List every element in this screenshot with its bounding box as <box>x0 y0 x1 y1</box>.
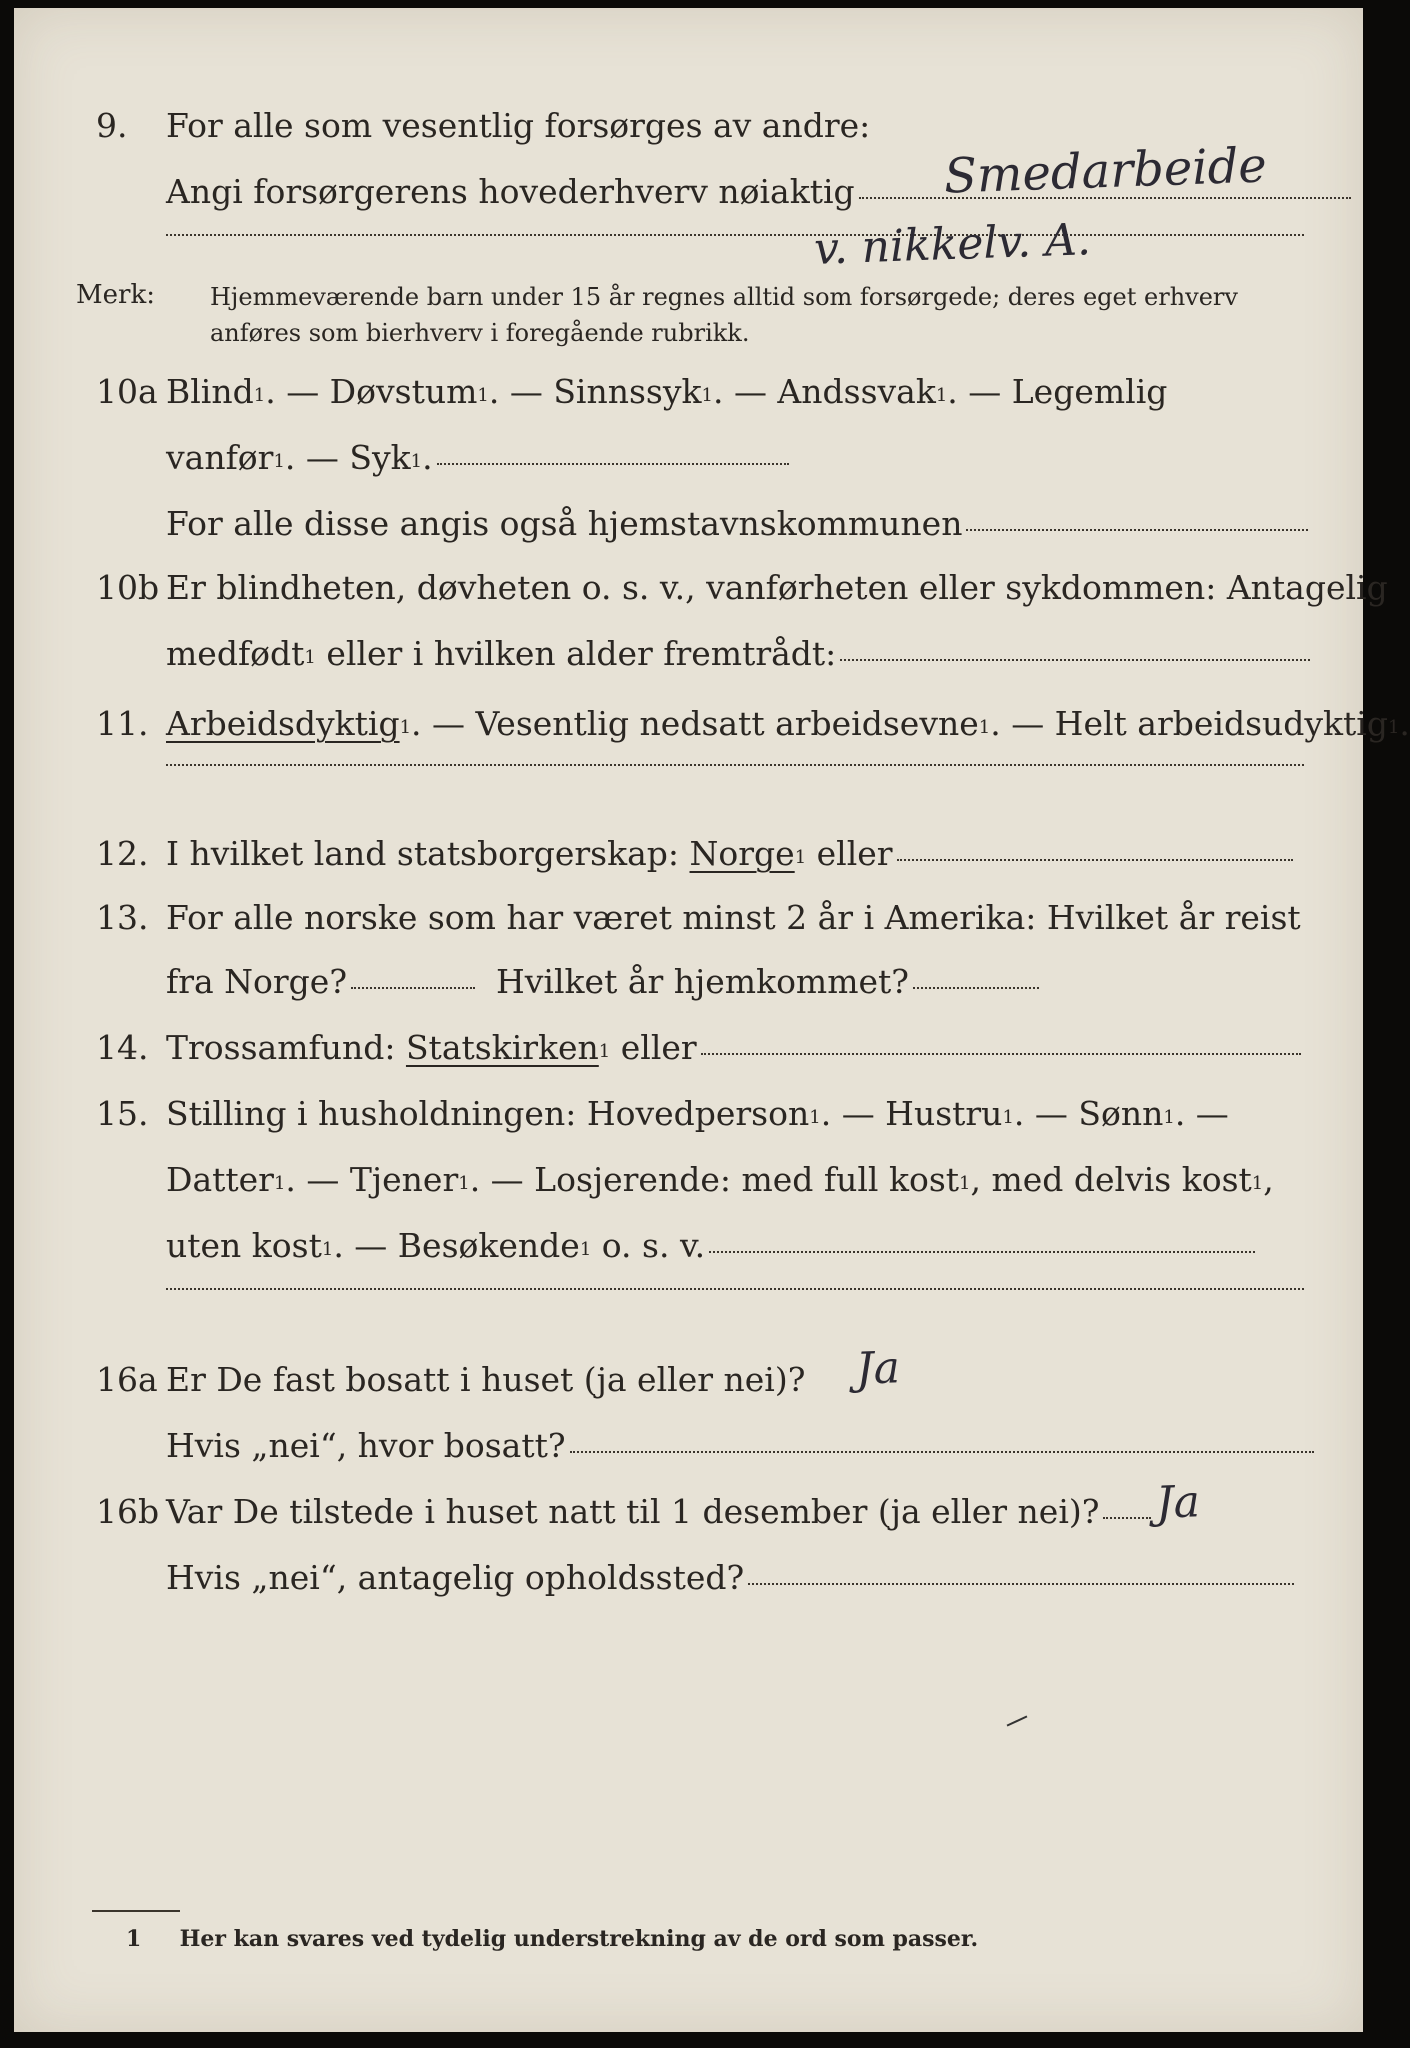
q16a-handwritten-answer: Ja <box>855 1342 901 1395</box>
q9-number: 9. <box>96 106 128 145</box>
q14-number: 14. <box>96 1028 149 1067</box>
answer-line <box>709 1251 1255 1253</box>
answer-line <box>166 234 1304 236</box>
q13-text2a: fra Norge? <box>166 962 348 1001</box>
opt-blind: Blind <box>166 372 254 411</box>
q16a-text1: Er De fast bosatt i huset (ja eller nei)? <box>166 1360 806 1399</box>
footnote-text: Her kan svares ved tydelig understrekning av de ord som passer. <box>179 1926 979 1952</box>
opt-andssvak: — Andssvak <box>733 372 936 411</box>
comma: , <box>1263 1160 1274 1199</box>
footnote-mark: 1 <box>126 1926 142 1952</box>
opt-full-kost: — Losjerende: med full kost <box>490 1160 960 1199</box>
q10a-number: 10a <box>96 372 158 411</box>
q11-number: 11. <box>96 704 149 743</box>
q12-text: I hvilket land statsborgerskap: <box>166 834 680 873</box>
q13-number: 13. <box>96 898 149 937</box>
opt-medfodt: medfødt <box>166 634 305 673</box>
opt-statskirken: Statskirken <box>405 1028 599 1067</box>
q10a-text3: For alle disse angis også hjemstavnskommunen <box>166 504 963 543</box>
answer-line <box>897 859 1293 861</box>
answer-line <box>913 987 1039 989</box>
opt-eller: eller <box>620 1028 697 1067</box>
merk-text2: anføres som bierhverv i foregående rubrikk. <box>210 319 750 347</box>
opt-arbeidsdyktig: Arbeidsdyktig <box>166 704 400 743</box>
q16b-handwritten-answer: Ja <box>1155 1476 1201 1529</box>
census-form-page: 9. For alle som vesentlig forsørges av andre: Angi forsørgerens hovederhverv nøiaktig Smedarbeide v. nikkelv. A. Merk: Hjemmeværende barn under 15 år regnes alltid som forsørgede; deres eget erhverv anføres som bierhverv i foregående rubrikk. 10a Blind $^1$ . — Døvstum $^1$ . — Sinnssyk $^1$ . — Andssvak $^1$ . — Legemlig vanfør $^1$ . — Syk $^1$ . For alle disse angis også hjemstavnskommunen 10b Er blindheten, døvheten o. s. v., vanførheten eller sykdommen: Antagelig medfødt $^1$ eller i hvilken alder fremtrådt: 11. Arbeidsdyktig $^1$ . — Vesentlig nedsatt arbeidsevne $^1$ . — Helt arbeidsudyktig $^1$ . 12. I hvilket land statsborgerskap: Norge $^1$ eller 13. For alle norske som har været minst 2 år i Amerika: Hvilket år reist fra Norge? Hvilket år hjemkommet? 14. Trossamfund: Statskirken $^1$ eller 15. Stilling i husholdningen: Hovedperson $^1$ . — Hustru $^1$ . — Sønn $^1$ . — Datter $^1$ . — Tjener $^1$ . — Losjerende: med full kost $^1$ , med delvis kost $^1$ , uten kost $^1$ . — Besøkende $^1$ o. s. v. 16a Er De fast bosatt i huset (ja eller nei)? Ja Hvis „nei“, hvor bosatt? 16b Var De tilstede i huset natt til 1 desember (ja eller nei)? Ja Hvis „nei“, antagelig opholdssted? 1 Her kan svares ved tydelig understrekning av de ord som passer. <box>14 8 1363 2032</box>
q16b-number: 16b <box>96 1492 160 1531</box>
opt-osv: o. s. v. <box>601 1226 706 1265</box>
q16b-text2: Hvis „nei“, antagelig opholdssted? <box>166 1558 745 1597</box>
answer-line <box>748 1583 1294 1585</box>
answer-line <box>1103 1517 1151 1519</box>
opt-vanfor: vanfør <box>166 438 274 477</box>
opt-tjener: — Tjener <box>306 1160 459 1199</box>
q16a-number: 16a <box>96 1360 158 1399</box>
q9-handwritten-answer2: v. nikkelv. A. <box>813 214 1092 275</box>
q10b-number: 10b <box>96 568 160 607</box>
q15-number: 15. <box>96 1094 149 1133</box>
q15-text1a: Stilling i husholdningen: Hovedperson <box>166 1094 810 1133</box>
pen-mark <box>1007 1715 1028 1726</box>
opt-syk: — Syk <box>305 438 411 477</box>
answer-line <box>166 1288 1304 1290</box>
opt-eller: eller <box>816 834 893 873</box>
q16a-text2: Hvis „nei“, hvor bosatt? <box>166 1426 566 1465</box>
dash: — <box>1195 1094 1229 1133</box>
opt-udyktig: — Helt arbeidsudyktig <box>1011 704 1388 743</box>
answer-line <box>166 764 1304 766</box>
opt-besokende: — Besøkende <box>354 1226 580 1265</box>
q9-handwritten-answer1: Smedarbeide <box>943 137 1268 205</box>
q10b-text1: Er blindheten, døvheten o. s. v., vanførheten eller sykdommen: Antagelig <box>166 568 1388 607</box>
merk-label: Merk: <box>76 280 155 310</box>
q10b-text2: eller i hvilken alder fremtrådt: <box>326 634 837 673</box>
footnote <box>126 1926 978 1952</box>
opt-uten-kost: uten kost <box>166 1226 322 1265</box>
answer-line <box>570 1451 1314 1453</box>
q9-text1: For alle som vesentlig forsørges av andre: <box>166 106 871 145</box>
opt-dovstum: — Døvstum <box>286 372 478 411</box>
opt-legemlig: — Legemlig <box>968 372 1168 411</box>
opt-norge: Norge <box>689 834 795 873</box>
answer-line <box>437 463 789 465</box>
q16b-text1: Var De tilstede i huset natt til 1 desember (ja eller nei)? <box>166 1492 1100 1531</box>
q13-text2b: Hvilket år hjemkommet? <box>496 962 909 1001</box>
answer-line <box>840 659 1310 661</box>
opt-hustru: — Hustru <box>841 1094 1003 1133</box>
opt-datter: Datter <box>166 1160 274 1199</box>
answer-line <box>351 987 475 989</box>
answer-line <box>701 1053 1301 1055</box>
opt-sonn: — Sønn <box>1034 1094 1164 1133</box>
opt-nedsatt: — Vesentlig nedsatt arbeidsevne <box>432 704 979 743</box>
footnote-rule <box>92 1910 180 1912</box>
q12-number: 12. <box>96 834 149 873</box>
opt-delvis-kost: , med delvis kost <box>970 1160 1252 1199</box>
merk-text1: Hjemmeværende barn under 15 år regnes alltid som forsørgede; deres eget erhverv <box>210 283 1238 311</box>
opt-sinnssyk: — Sinnssyk <box>509 372 702 411</box>
q13-text1: For alle norske som har været minst 2 år i Amerika: Hvilket år reist <box>166 898 1301 937</box>
q14-text: Trossamfund: <box>166 1028 396 1067</box>
q9-text2: Angi forsørgerens hovederhverv nøiaktig <box>166 172 855 211</box>
answer-line <box>966 529 1308 531</box>
